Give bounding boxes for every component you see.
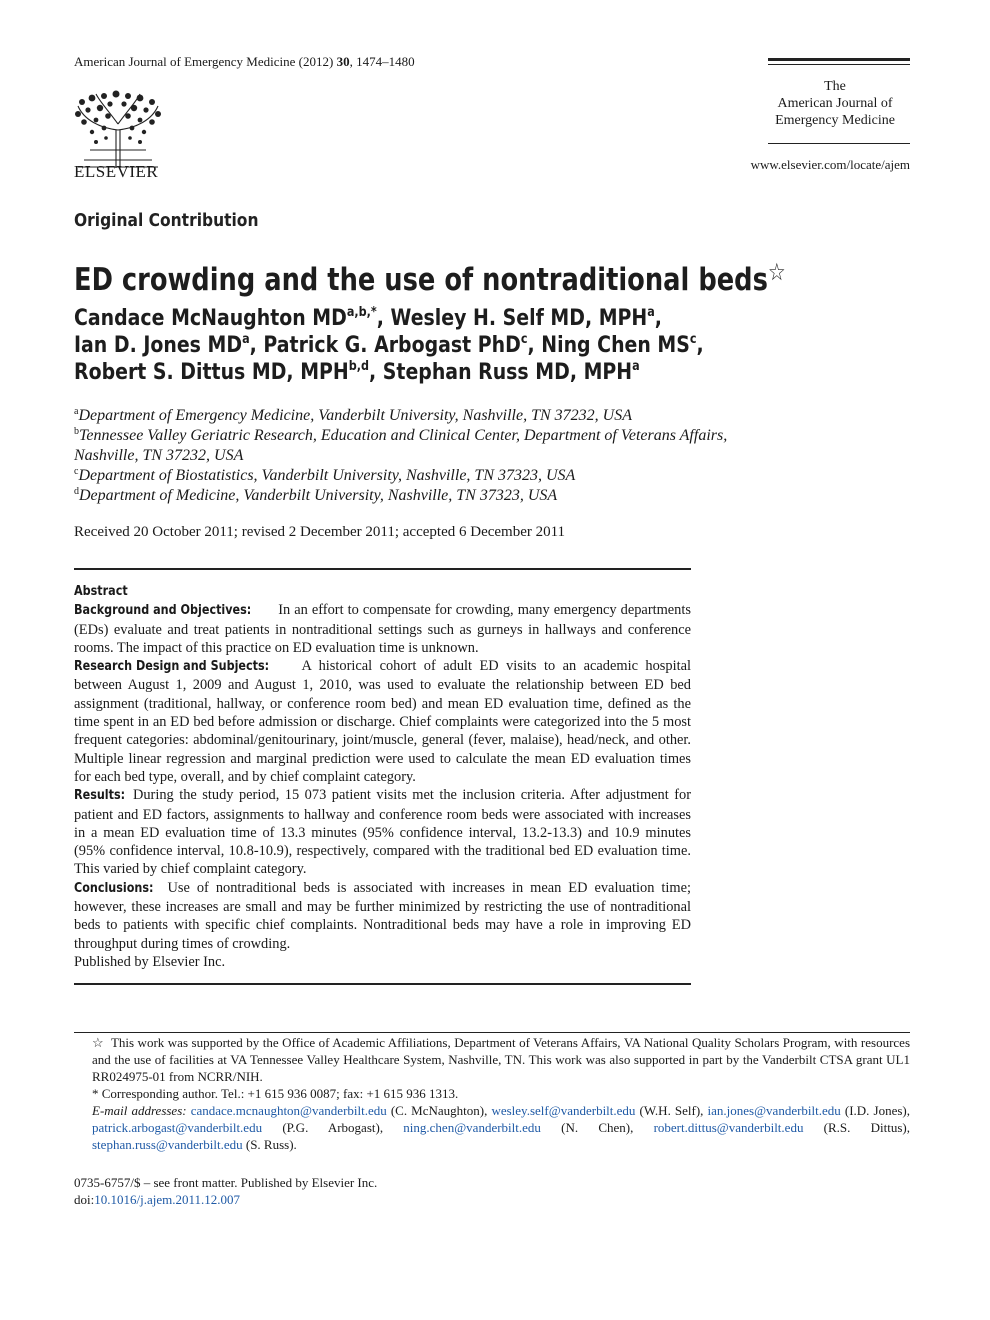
abstract-top-rule xyxy=(74,568,691,570)
affiliation-item: $^c$Department of Biostatistics, Vanderbilt University, Nashville, TN 37323, USA xyxy=(74,466,576,484)
email-link[interactable]: ian.jones@vanderbilt.edu xyxy=(707,1103,841,1118)
affiliation-item: $^d$Department of Medicine, Vanderbilt University, Nashville, TN 37323, USA xyxy=(74,486,558,504)
footnote-star-icon: ☆ xyxy=(92,1035,104,1050)
author-line: Candace McNaughton $MD^{a,b,*}$, Wesley H. Self MD, MPH$^a$, xyxy=(74,305,662,331)
journal-citation: American Journal of Emergency Medicine (2012) 30, 1474–1480 xyxy=(74,54,415,69)
article-title: ED crowding and the use of nontraditional beds☆ xyxy=(74,258,786,298)
footnote-rule xyxy=(74,1032,910,1033)
author-name: Patrick G. Arbogast PhD xyxy=(263,333,521,358)
title-footnote-star-icon[interactable]: ☆ xyxy=(767,258,786,286)
author-affiliation-marker[interactable]: c xyxy=(689,332,697,347)
affiliation-item: $^b$Tennessee Valley Geriatric Research, Education and Clinical Center, Department of Veterans Affairs, Nashville, TN 37232, USA xyxy=(74,426,728,464)
email-link[interactable]: patrick.arbogast@vanderbilt.edu xyxy=(92,1120,263,1135)
journal-logo-line: American Journal of xyxy=(777,96,893,111)
author-affiliation-marker[interactable]: a xyxy=(647,305,655,320)
author-affiliation-marker[interactable]: b,d xyxy=(348,359,370,374)
abstract-section-label: Background and Objectives: xyxy=(74,603,252,619)
email-footnote: E-mail addresses: candace.mcnaughton@vanderbilt.edu (C. McNaughton), wesley.self@vanderbilt.edu (W.H. Self), ian.jones@vanderbilt.edu (I.D. Jones), patrick.arbogast@vanderbilt.edu (P.G. Arbogast), ning.chen@vanderbilt.edu (N. Chen), robert.dittus@vanderbilt.edu (R.S. Dittus), stephan.russ@vanderbilt.edu (S. Russ). xyxy=(92,1103,910,1152)
journal-logo-rule xyxy=(768,58,910,61)
publisher-logo-text: ELSEVIER xyxy=(74,162,159,181)
abstract-bottom-rule xyxy=(74,983,691,985)
author-list xyxy=(74,305,704,386)
email-link[interactable]: ning.chen@vanderbilt.edu xyxy=(403,1120,541,1135)
author-affiliation-marker[interactable]: a xyxy=(632,359,640,374)
journal-logo-rule xyxy=(768,143,910,144)
email-link[interactable]: wesley.self@vanderbilt.edu xyxy=(491,1103,636,1118)
author-affiliation-marker[interactable]: a xyxy=(242,332,250,347)
abstract xyxy=(74,583,691,971)
abstract-section: Background and Objectives: In an effort to compensate for crowding, many emergency departments (EDs) evaluate and treat patients in nontraditional settings such as gurneys in hallways and conference rooms. The impact of this practice on ED evaluation time is unknown. xyxy=(74,602,691,656)
received-dates: Received 20 October 2011; revised 2 December 2011; accepted 6 December 2011 xyxy=(74,524,566,540)
abstract-section-label: Research Design and Subjects: xyxy=(74,659,270,675)
author-name: Robert S. Dittus MD, MPH xyxy=(74,360,349,385)
author-name: Stephan Russ MD, MPH xyxy=(382,360,633,385)
author-name: Ian D. Jones MD xyxy=(74,333,243,358)
journal-logo-rule xyxy=(768,64,910,65)
doi-line: doi:10.1016/j.ajem.2011.12.007 xyxy=(74,1192,240,1207)
author-name: Ning Chen MS xyxy=(541,333,690,358)
corresponding-author-footnote: * Corresponding author. Tel.: +1 615 936 0087; fax: +1 615 936 1313. xyxy=(92,1086,459,1101)
author-affiliation-marker[interactable]: a,b,* xyxy=(346,305,377,320)
email-link[interactable]: stephan.russ@vanderbilt.edu xyxy=(92,1137,243,1152)
author-name: Candace McNaughton MD xyxy=(74,306,347,331)
journal-logo-line: The xyxy=(824,79,846,94)
funding-footnote: ☆ This work was supported by the Office of Academic Affiliations, Department of Veterans Affairs, VA National Quality Scholars Program, with resources and the use of facilities at VA Tennessee Valley Healthcare System, Nashville, TN. This work was also supported in part by the Vanderbilt CTSA grant UL1 RR024975-01 from NCRR/NIH. xyxy=(92,1035,911,1084)
publisher-note: Published by Elsevier Inc. xyxy=(74,953,226,970)
abstract-section-label: Conclusions: xyxy=(74,880,154,896)
doi-link[interactable]: 10.1016/j.ajem.2011.12.007 xyxy=(94,1192,240,1207)
abstract-section-label: Results: xyxy=(74,788,126,804)
section-label: Original Contribution xyxy=(74,210,259,231)
author-line: Robert S. Dittus MD, MPH$^{b,d}$, Stephan Russ MD, MPH$^a$ xyxy=(74,359,640,385)
abstract-heading: Abstract xyxy=(74,584,128,599)
journal-url[interactable]: www.elsevier.com/locate/ajem xyxy=(750,157,910,172)
front-matter xyxy=(74,1174,377,1208)
footnotes xyxy=(74,1034,910,1153)
affiliation-item: $^a$Department of Emergency Medicine, Vanderbilt University, Nashville, TN 37232, USA xyxy=(74,406,632,424)
journal-logo-line: Emergency Medicine xyxy=(775,113,895,128)
author-name: Wesley H. Self MD, MPH xyxy=(390,306,648,331)
author-line: Ian D. Jones $MD^a$, Patrick G. Arbogast PhD$^c$, Ning Chen $MS^c$, xyxy=(74,332,704,358)
email-link[interactable]: robert.dittus@vanderbilt.edu xyxy=(653,1120,804,1135)
email-link[interactable]: candace.mcnaughton@vanderbilt.edu xyxy=(190,1103,387,1118)
author-affiliation-marker[interactable]: c xyxy=(520,332,528,347)
issn-line: 0735-6757/$ – see front matter. Published by Elsevier Inc. xyxy=(74,1175,378,1190)
abstract-section: Results: During the study period, 15 073 patient visits met the inclusion criteria. After adjustment for patient and ED factors, assignments to hallway and conference room beds were associated with increases in a mean ED evaluation time of 13.3 minutes (95% confidence interval, 13.2-13.3) and 10.9 minutes (95% confidence interval, 10.8-10.9), respectively, compared with the traditional bed ED evaluation time. This varied by chief complaint category. xyxy=(74,787,691,878)
journal-logo xyxy=(760,78,910,129)
affiliation-list xyxy=(74,406,794,506)
abstract-section: Conclusions: Use of nontraditional beds is associated with increases in mean ED evaluation time; however, these increases are small and may be further minimized by restricting the use of nontraditional beds to patients with specific chief complaints. Nontraditional beds may have a role in improving ED throughput during times of crowding. xyxy=(74,879,691,952)
abstract-section: Research Design and Subjects: A historical cohort of adult ED visits to an academic hospital between August 1, 2009 and August 1, 2010, was used to evaluate the relationship between ED bed assignment (traditional, hallway, or conference room bed) and mean ED evaluation time, defined as the time spent in an ED bed before admission or discharge. Chief complaints were categorized into the 5 most frequent categories: abdominal/genitourinary, joint/muscle, general (fever, malaise), head/neck, and other. Multiple linear regression and marginal prediction were used to calculate the mean ED evaluation times for each bed type, overall, and by chief complaint category. xyxy=(74,658,691,785)
